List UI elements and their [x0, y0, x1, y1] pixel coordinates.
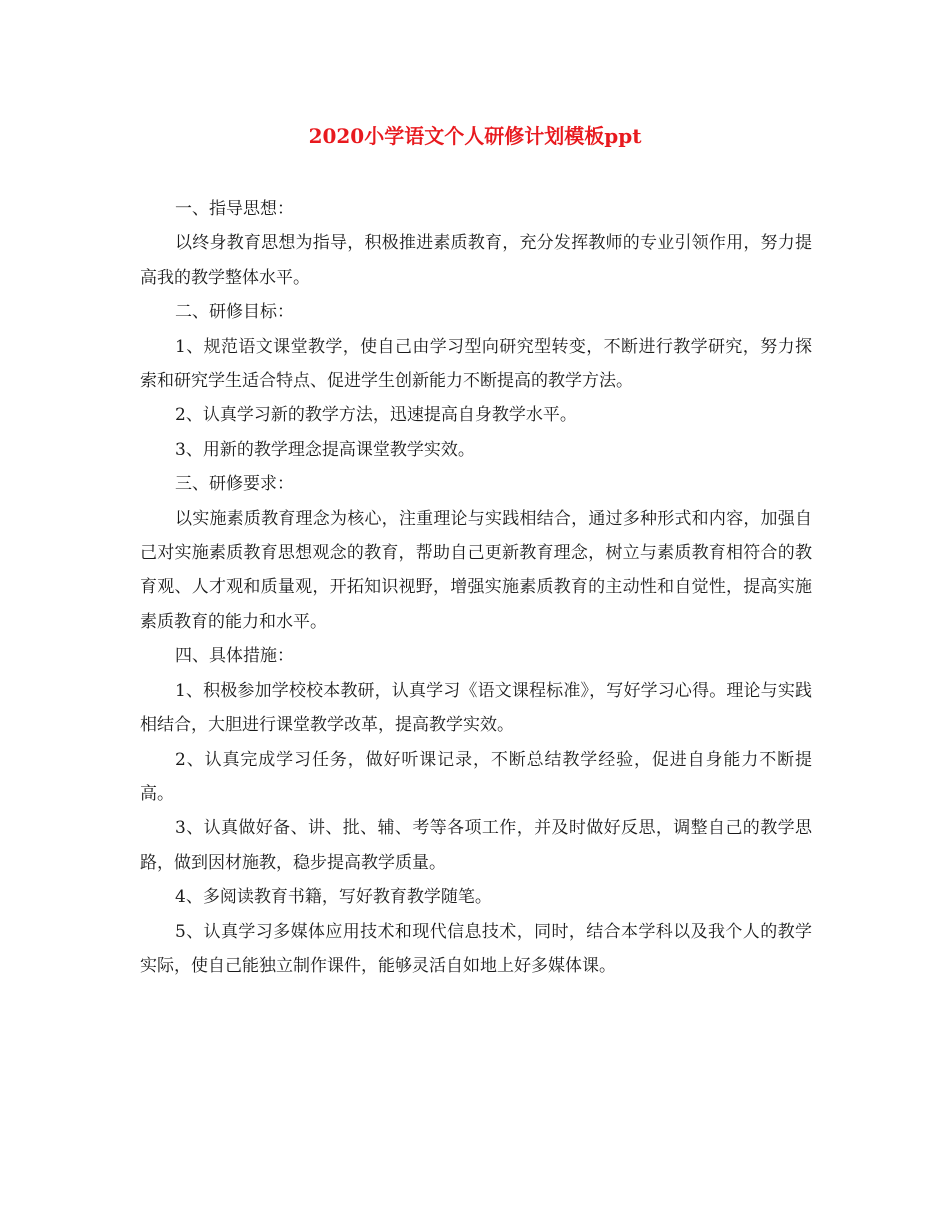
paragraph-requirements: 以实施素质教育理念为核心，注重理论与实践相结合，通过多种形式和内容，加强自己对实施素质教育思想观念的教育，帮助自己更新教育理念，树立与素质教育相符合的教育观、人才观和质量观，开拓知识视野，增强实施素质教育的主动性和自觉性，提高实施素质教育的能力和水平。 [140, 508, 812, 632]
paragraph-measure-5: 5、认真学习多媒体应用技术和现代信息技术，同时，结合本学科以及我个人的教学实际，使自己能独立制作课件，能够灵活自如地上好多媒体课。 [140, 921, 812, 976]
paragraph-guiding-ideology: 以终身教育思想为指导，积极推进素质教育，充分发挥教师的专业引领作用，努力提高我的教学整体水平。 [140, 233, 812, 288]
paragraph-measure-3: 3、认真做好备、讲、批、辅、考等各项工作，并及时做好反思，调整自己的教学思路，做到因材施教，稳步提高教学质量。 [140, 818, 812, 873]
paragraph-measure-1: 1、积极参加学校校本教研，认真学习《语文课程标准》，写好学习心得。理论与实践相结合，大胆进行课堂教学改革，提高教学实效。 [140, 680, 812, 736]
paragraph-measure-4: 4、多阅读教育书籍，写好教育教学随笔。 [175, 887, 492, 908]
section-heading-study-goals: 二、研修目标： [175, 302, 294, 323]
document-title: 2020小学语文个人研修计划模板ppt [308, 124, 642, 148]
paragraph-goal-2: 2、认真学习新的教学方法，迅速提高自身教学水平。 [175, 405, 577, 426]
document-body [140, 192, 812, 983]
section-heading-guiding-ideology: 一、指导思想： [175, 199, 294, 219]
paragraph-goal-1: 1、规范语文课堂教学，使自己由学习型向研究型转变，不断进行教学研究，努力探索和研究学生适合特点、促进学生创新能力不断提高的教学方法。 [140, 336, 812, 392]
paragraph-goal-3: 3、用新的教学理念提高课堂教学实效。 [175, 439, 475, 460]
paragraph-measure-2: 2、认真完成学习任务，做好听课记录，不断总结教学经验，促进自身能力不断提高。 [140, 749, 812, 804]
section-heading-specific-measures: 四、具体措施： [175, 646, 294, 667]
section-heading-study-requirements: 三、研修要求： [175, 474, 294, 495]
